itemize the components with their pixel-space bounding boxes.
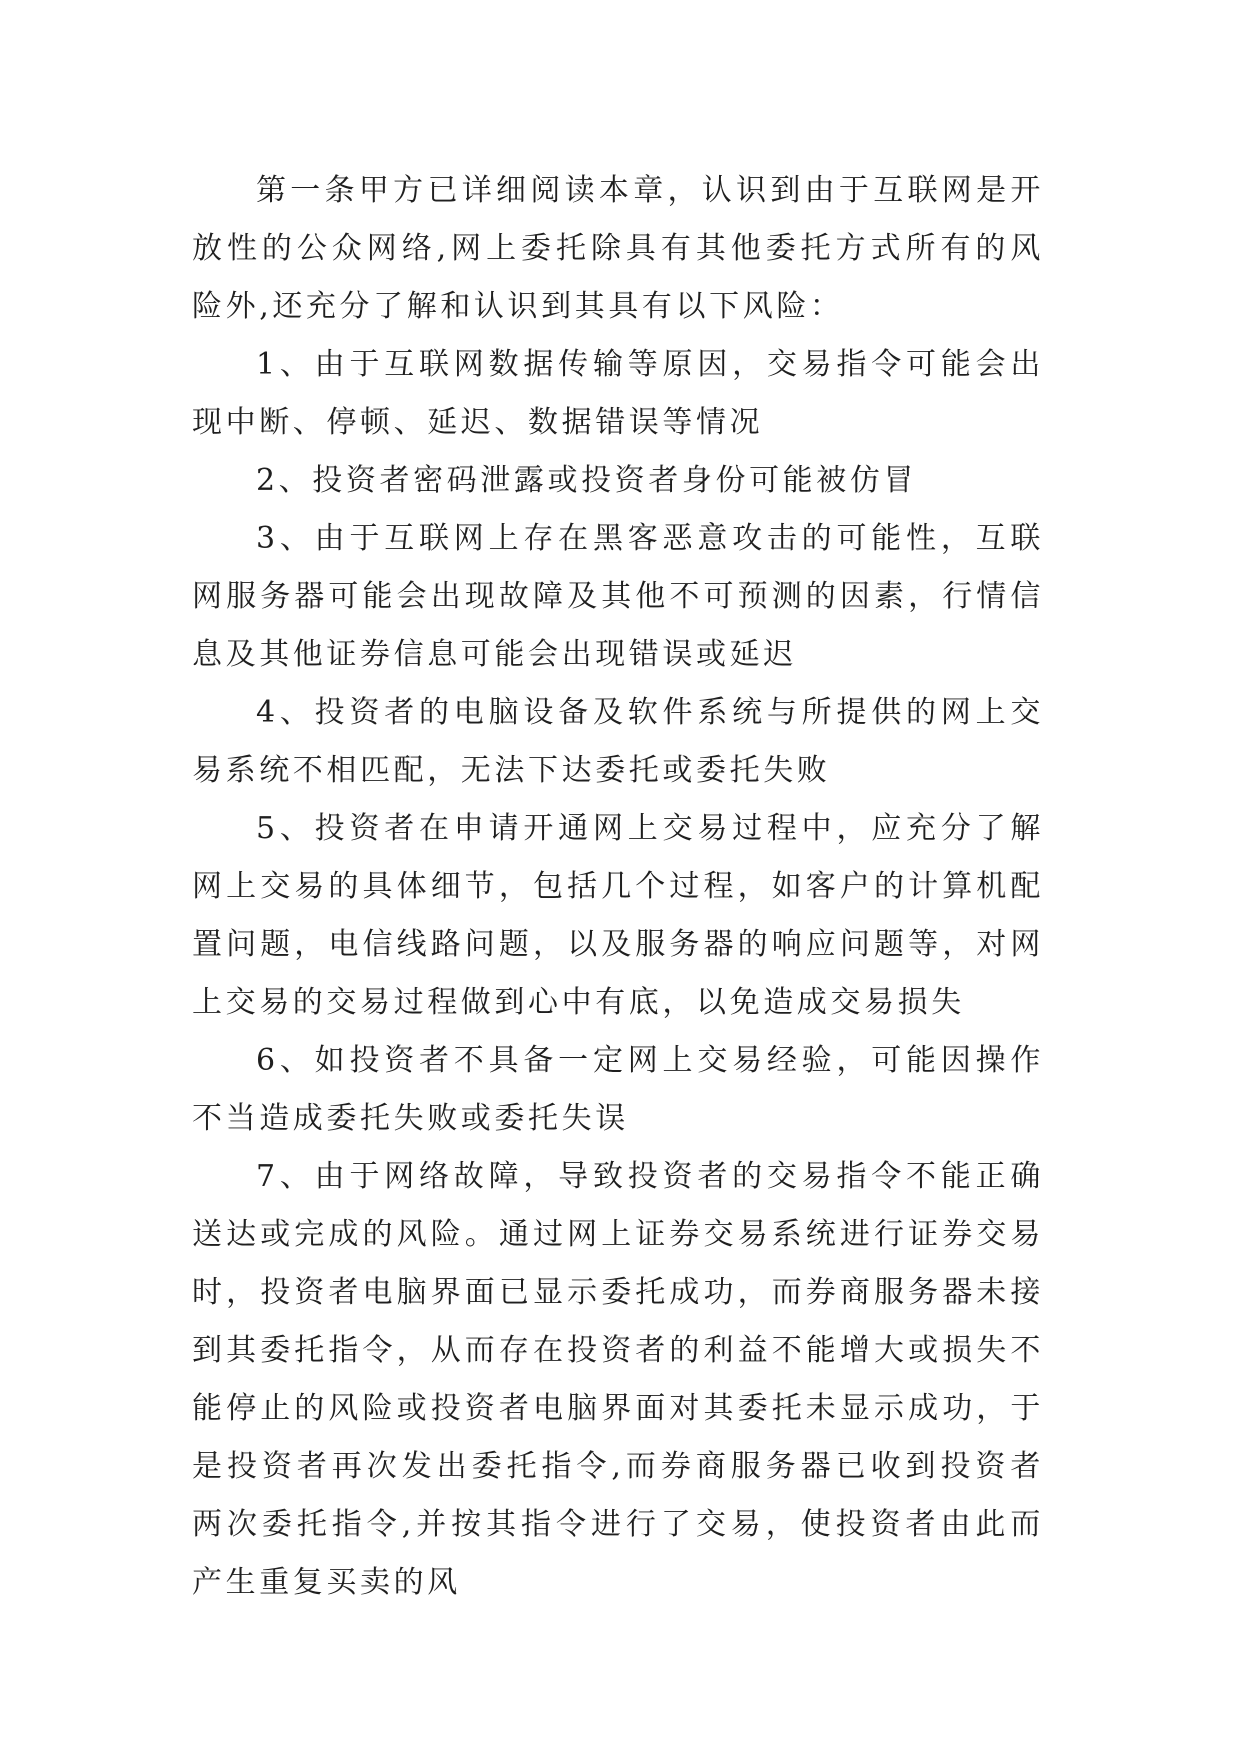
- paragraph-risk-5: 5、投资者在申请开通网上交易过程中，应充分了解网上交易的具体细节，包括几个过程，如客户的计算机配置问题，电信线路问题，以及服务器的响应问题等，对网上交易的交易过程做到心中有底，以免造成交易损失: [192, 811, 1044, 1020]
- paragraph-risk-2: 2、投资者密码泄露或投资者身份可能被仿冒: [256, 463, 918, 498]
- paragraph-risk-4: 4、投资者的电脑设备及软件系统与所提供的网上交易系统不相匹配，无法下达委托或委托失败: [192, 695, 1044, 788]
- paragraph-intro: 第一条甲方已详细阅读本章，认识到由于互联网是开放性的公众网络,网上委托除具有其他委托方式所有的风险外,还充分了解和认识到其具有以下风险：: [192, 173, 1044, 324]
- paragraph-risk-6: 6、如投资者不具备一定网上交易经验，可能因操作不当造成委托失败或委托失误: [192, 1043, 1044, 1136]
- paragraph-risk-1: 1、由于互联网数据传输等原因，交易指令可能会出现中断、停顿、延迟、数据错误等情况: [192, 347, 1044, 440]
- paragraph-risk-7: 7、由于网络故障，导致投资者的交易指令不能正确送达或完成的风险。通过网上证券交易系统进行证券交易时，投资者电脑界面已显示委托成功，而券商服务器未接到其委托指令，从而存在投资者的利益不能增大或损失不能停止的风险或投资者电脑界面对其委托未显示成功，于是投资者再次发出委托指令,而券商服务器已收到投资者两次委托指令,并按其指令进行了交易，使投资者由此而产生重复买卖的风: [192, 1159, 1044, 1600]
- document-body: [192, 162, 1044, 1612]
- paragraph-risk-3: 3、由于互联网上存在黑客恶意攻击的可能性，互联网服务器可能会出现故障及其他不可预测的因素，行情信息及其他证券信息可能会出现错误或延迟: [192, 521, 1044, 672]
